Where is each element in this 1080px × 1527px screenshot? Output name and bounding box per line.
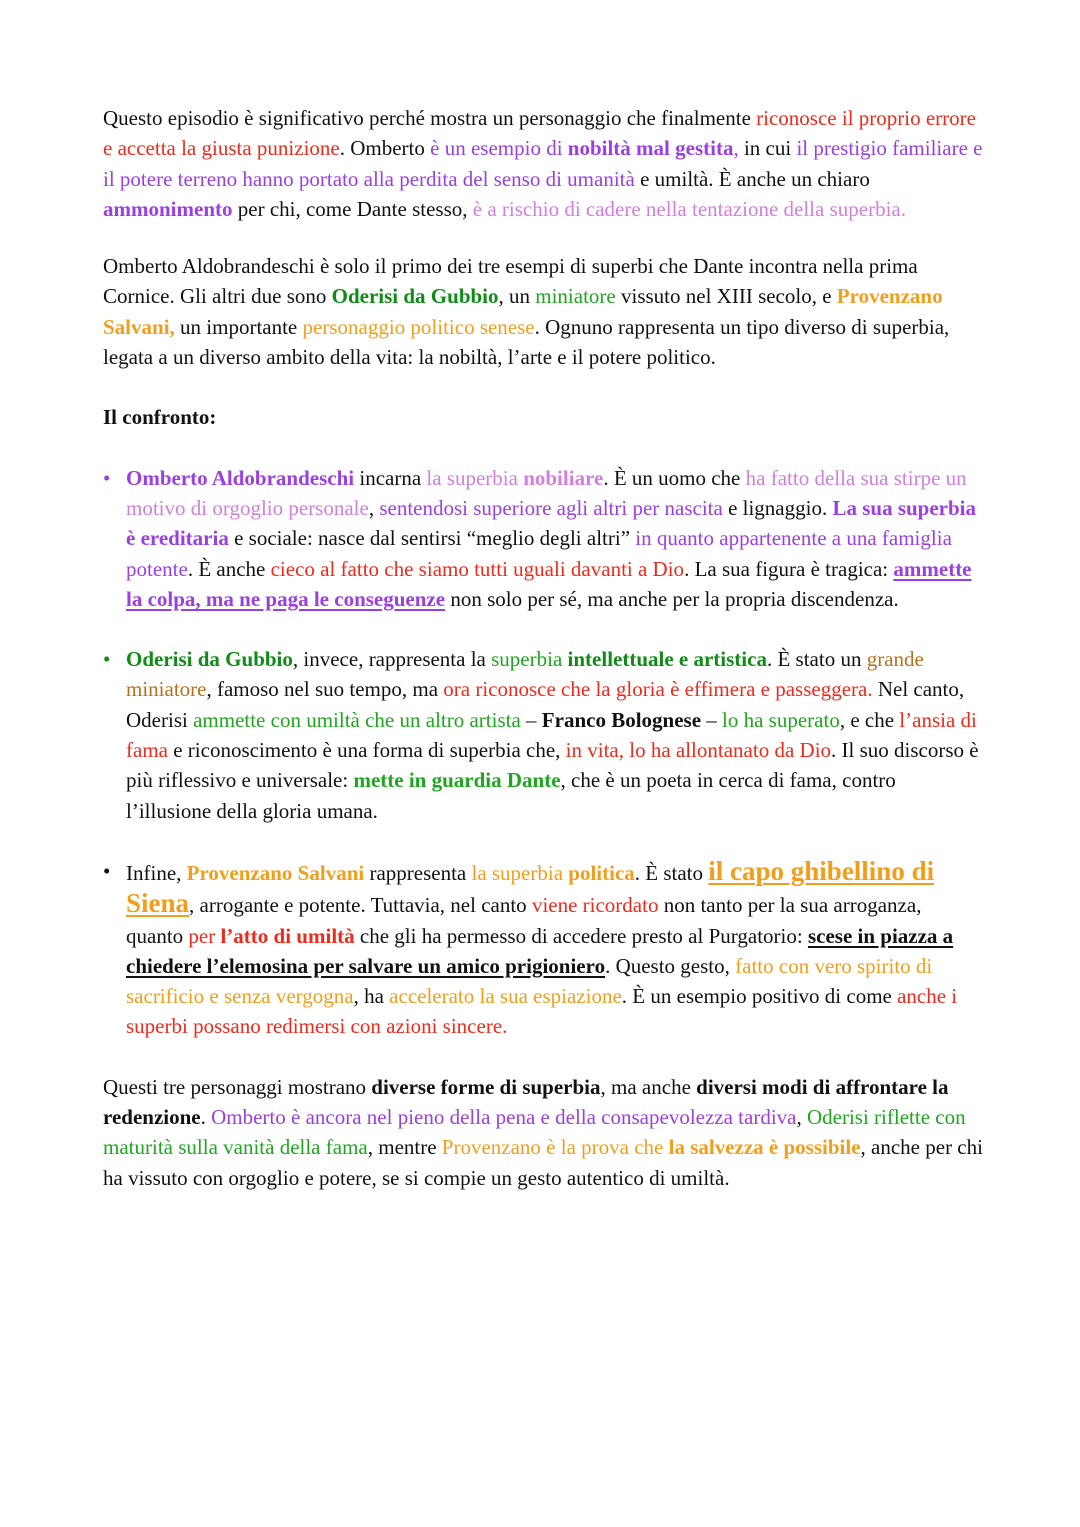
list-item-oderisi [103,644,983,826]
highlight-politica: politica [568,860,635,885]
text-run: . È anche [187,556,271,581]
text-run: vissuto nel XIII secolo, e [615,284,837,309]
text-run: , mentre [367,1135,442,1160]
text-run: e lignaggio. [722,495,833,520]
highlight-hereditary: La sua superbia è ereditaria [126,495,977,551]
text-run: non tanto per la sua arroganza, quanto [126,893,922,948]
highlight-fame-anxiety: l’ansia di fama [126,707,977,763]
paragraph-omberto-significance [103,103,983,224]
highlight-lineage-pride: ha fatto della sua stirpe un motivo di orgoglio personale [126,465,967,520]
highlight-accelerated-expiation: accelerato la sua espiazione [389,984,622,1009]
bullet-marker: • [103,858,111,883]
paragraph-conclusion [103,1072,983,1193]
text-run: , arrogante e potente. Tuttavia, nel canto [189,893,532,918]
text-run: e sociale: nasce dal sentirsi “meglio degli altri” [228,526,636,551]
text-run: , ma anche [600,1074,697,1099]
highlight-surpassed: lo ha superato [722,707,840,732]
highlight-warns-dante: mette in guardia Dante [353,768,561,793]
highlight-superbia: la superbia [426,465,524,490]
text-run: , e che [839,707,900,732]
text-run: . È un esempio positivo di come [621,984,898,1009]
highlight-away-from-god: in vita, lo ha allontanato da Dio [565,738,832,763]
text-run: rappresenta [364,860,472,885]
highlight-redemption: anche i superbi possano redimersi con azioni sincere. [126,984,958,1039]
list-item-omberto [103,463,983,614]
bullet-marker: • [103,647,111,672]
text-run: . È stato [634,860,709,885]
highlight-superiority: sentendosi superiore agli altri per nascita [379,495,723,520]
highlight-intellectual: intellettuale e artistica [567,647,767,672]
highlight-family-prestige: il prestigio familiare e il potere terreno hanno portato alla perdita del senso di umanità [103,136,983,191]
text-run: , [733,136,739,161]
text-run: che gli ha permesso di accedere presto al Purgatorio: [354,923,808,948]
comparison-list [103,463,983,1042]
highlight-great-miniaturist: grande miniatore [126,647,924,702]
text-run: , un [498,284,536,309]
text-run: in cui [738,136,797,161]
highlight-temptation: è a rischio di cadere nella tentazione della superbia. [472,196,906,221]
highlight-nobiliare: nobiliare [523,465,604,490]
section-heading: Il confronto: [103,405,217,430]
highlight-blind-equality: cieco al fatto che siamo tutti uguali davanti a Dio [270,556,685,581]
text-run: , invece, rappresenta la [292,647,492,672]
highlight-forms-of-pride: diverse forme di superbia [371,1074,601,1099]
text-run: , che è un poeta in cerca di fama, contro l’illusione della gloria umana. [126,768,896,823]
highlight-ways-of-redemption: diversi modi di affrontare la redenzione [103,1074,949,1130]
text-run: , famoso nel suo tempo, ma [206,677,444,702]
highlight-admits-humbly: ammette con umiltà che un altro artista [193,707,521,732]
text-run: . Ognuno rappresenta un tipo diverso di superbia, legata a un diverso ambito della vita: la nobiltà, l’arte e il potere politico. [103,314,950,370]
text-run: – [520,707,542,732]
text-run: e riconoscimento è una forma di superbia che, [167,738,566,763]
highlight-political-figure: personaggio politico senese [302,314,535,339]
paragraph-three-examples [103,251,983,372]
name-oderisi: Oderisi da Gubbio [126,647,293,672]
highlight-superbia: superbia [491,647,568,672]
text-run: Nel canto, Oderisi [126,677,965,732]
text-run: . È stato un [766,647,867,672]
text-run: un importante [174,314,303,339]
highlight-provenzano-summary: Provenzano è la prova che [441,1135,669,1160]
document-page [103,103,983,1193]
highlight-sacrifice: fatto con vero spirito di sacrificio e senza vergogna [126,953,933,1009]
name-provenzano: Provenzano Salvani [186,860,365,885]
highlight-example: è un esempio di [430,136,568,161]
name-provenzano: Provenzano Salvani, [103,284,943,339]
text-run: Omberto Aldobrandeschi è solo il primo dei tre esempi di superbi che Dante incontra nella prima Cornice. Gli altri due sono [103,254,918,309]
highlight-remembered: viene ricordato [531,893,659,918]
text-run: non solo per sé, ma anche per la propria discendenza. [445,586,899,611]
highlight-nobility: nobiltà mal gestita [567,136,734,161]
highlight-salvation-possible: la salvezza è possibile [668,1135,861,1160]
highlight-error-recognized: riconosce il proprio errore e accetta la giusta punizione [103,106,976,161]
name-franco-bolognese: Franco Bolognese [541,707,702,732]
text-run: per chi, come Dante stesso, [232,196,473,221]
highlight-ephemeral-glory: ora riconosce che la gloria è effimera e passeggera. [443,677,873,702]
list-item-provenzano [103,856,983,1042]
text-run: . Il suo discorso è più riflessivo e universale: [126,738,979,793]
highlight-act-of-humility: l’atto di umiltà [220,923,355,948]
text-run: , [368,495,380,520]
highlight-ghibelline-leader: il capo ghibellino di Siena [126,855,935,919]
text-run: Questo episodio è significativo perché mostra un personaggio che finalmente [103,106,757,130]
text-run: . Omberto [339,136,431,161]
text-run: . La sua figura è tragica: [684,556,894,581]
text-run: . È un uomo che [603,465,746,490]
text-run: – [701,707,723,732]
bullet-marker: • [103,465,111,490]
text-run: e umiltà. È anche un chiaro [634,166,870,191]
name-oderisi: Oderisi da Gubbio [331,284,499,309]
name-omberto: Omberto Aldobrandeschi [126,465,355,490]
text-run: . [200,1105,212,1130]
text-run: Questi tre personaggi mostrano [103,1074,372,1099]
highlight-admonition: ammonimento [103,196,233,221]
highlight-superbia: la superbia [471,860,569,885]
text-run: incarna [354,465,427,490]
highlight-admits-guilt: ammette la colpa, ma ne paga le conseguenze [126,556,972,611]
highlight-begged-in-square: scese in piazza a chiedere l’elemosina per salvare un amico prigioniero [126,923,954,978]
highlight-miniatore: miniatore [535,284,616,309]
highlight-omberto-summary: Omberto è ancora nel pieno della pena e della consapevolezza tardiva [211,1105,797,1130]
text-run: , ha [353,984,390,1009]
text-run: per [188,923,221,948]
text-run: Infine, [126,860,187,885]
highlight-oderisi-summary: Oderisi riflette con maturità sulla vanità della fama [103,1105,966,1160]
highlight-powerful-family: in quanto appartenente a una famiglia potente [126,526,952,581]
text-run: . Questo gesto, [605,953,736,978]
text-run: , [796,1105,807,1130]
text-run: , anche per chi ha vissuto con orgoglio e potere, se si compie un gesto autentico di umiltà. [103,1135,983,1190]
